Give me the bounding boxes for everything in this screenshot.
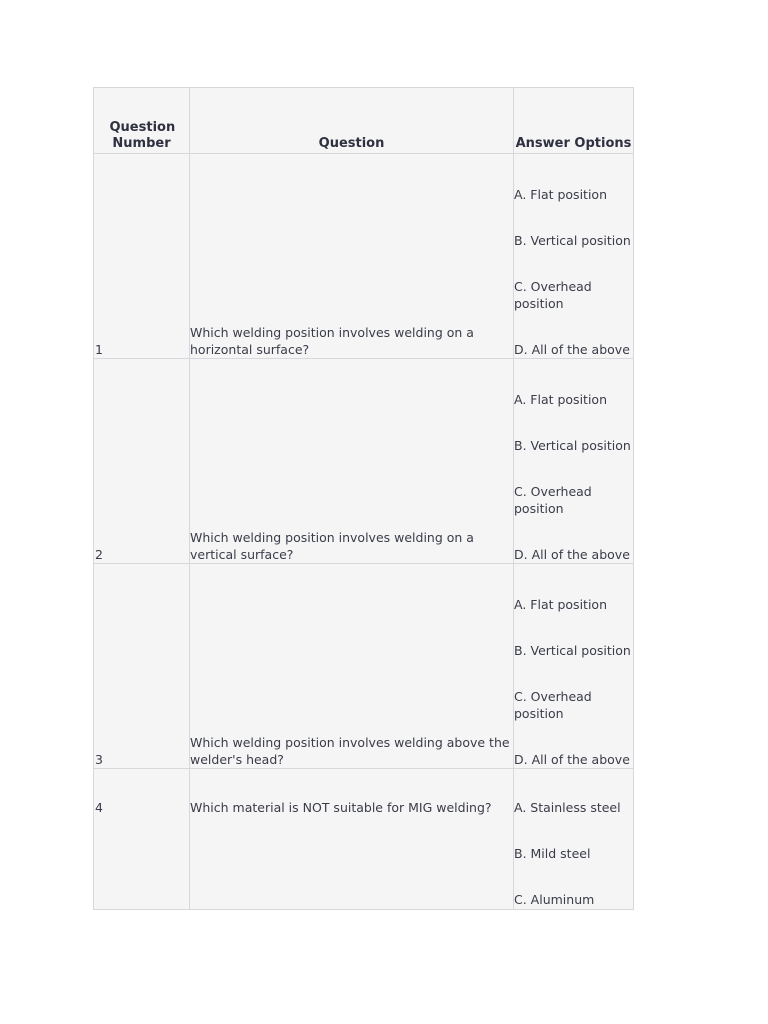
answer-options-cell bbox=[514, 154, 634, 359]
question-table bbox=[93, 87, 634, 910]
question-text: Which material is NOT suitable for MIG welding? bbox=[190, 769, 514, 910]
answer-option: C. Overhead position bbox=[514, 279, 592, 311]
question-text: Which welding position involves welding above the welder's head? bbox=[190, 564, 514, 769]
answer-option: C. Overhead position bbox=[514, 484, 592, 516]
table-row bbox=[94, 564, 634, 769]
answer-option: A. Flat position bbox=[514, 187, 607, 202]
header-question: Question bbox=[190, 88, 514, 154]
table-row bbox=[94, 154, 634, 359]
answer-option: A. Stainless steel bbox=[514, 800, 621, 815]
header-answer-options: Answer Options bbox=[514, 88, 634, 154]
question-number: 2 bbox=[94, 359, 190, 564]
answer-option: A. Flat position bbox=[514, 392, 607, 407]
question-text: Which welding position involves welding on a vertical surface? bbox=[190, 359, 514, 564]
table-header-row bbox=[94, 88, 634, 154]
answer-options-cell bbox=[514, 769, 634, 910]
answer-option: B. Mild steel bbox=[514, 846, 591, 861]
answer-option: C. Aluminum bbox=[514, 892, 595, 907]
table-row bbox=[94, 359, 634, 564]
table-row bbox=[94, 769, 634, 910]
answer-option: D. All of the above bbox=[514, 547, 630, 562]
answer-option: B. Vertical position bbox=[514, 643, 631, 658]
answer-option: A. Flat position bbox=[514, 597, 607, 612]
answer-option: C. Overhead position bbox=[514, 689, 592, 721]
question-number: 1 bbox=[94, 154, 190, 359]
question-number: 3 bbox=[94, 564, 190, 769]
answer-option: B. Vertical position bbox=[514, 233, 631, 248]
answer-options-cell bbox=[514, 359, 634, 564]
answer-option: D. All of the above bbox=[514, 752, 630, 767]
question-text: Which welding position involves welding on a horizontal surface? bbox=[190, 154, 514, 359]
answer-option: B. Vertical position bbox=[514, 438, 631, 453]
header-question-number: Question Number bbox=[94, 88, 190, 154]
question-number: 4 bbox=[94, 769, 190, 910]
answer-option: D. All of the above bbox=[514, 342, 630, 357]
answer-options-cell bbox=[514, 564, 634, 769]
